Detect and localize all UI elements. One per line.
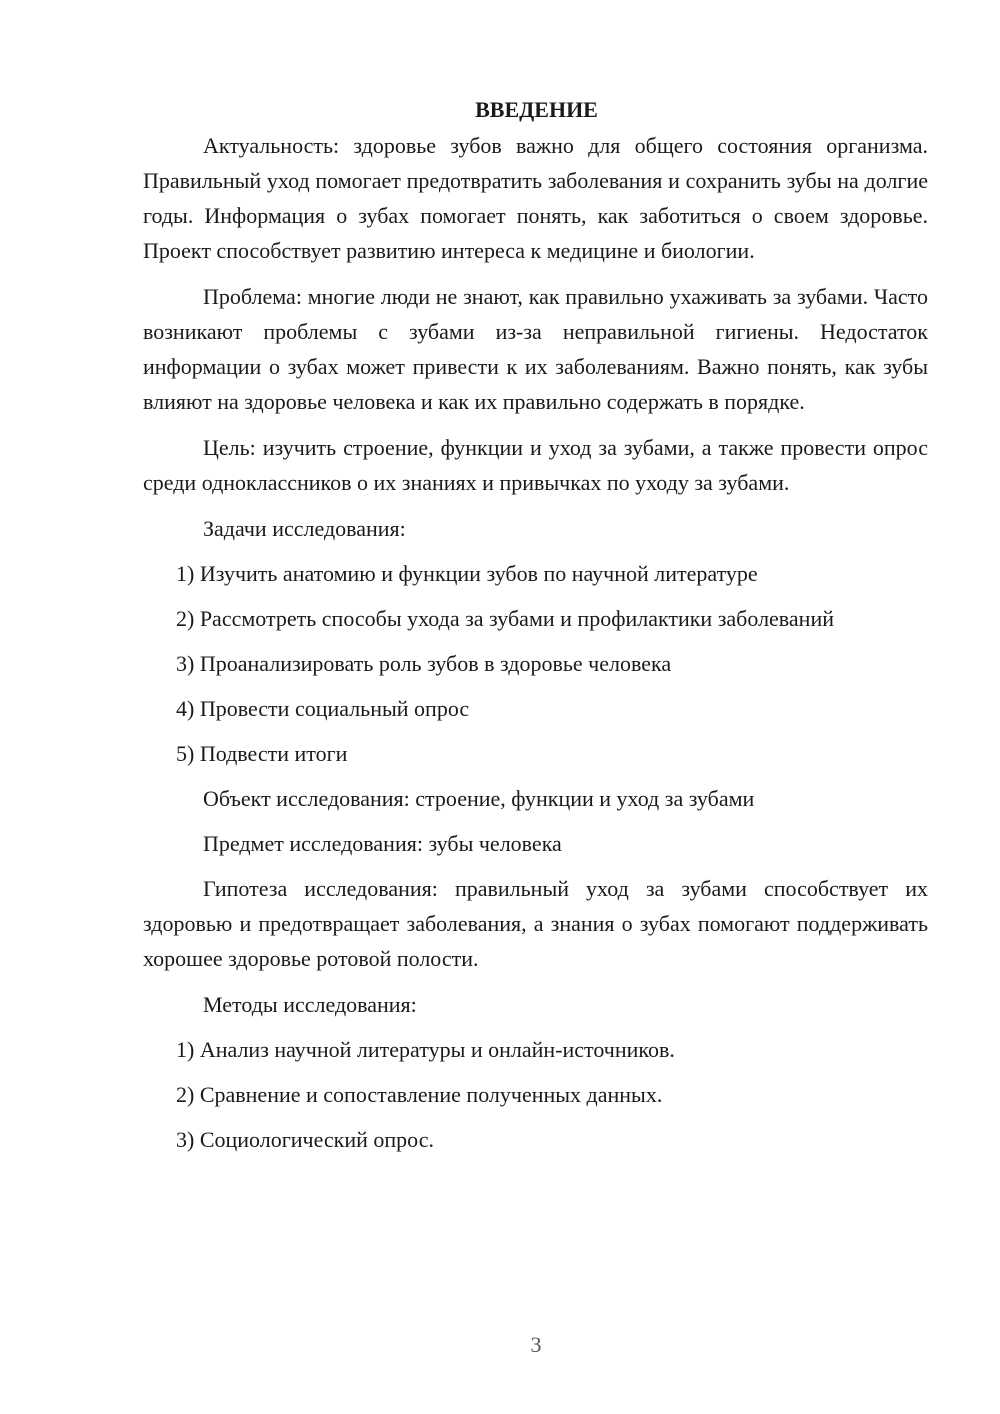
section-title: ВВЕДЕНИЕ: [475, 97, 598, 122]
problem-paragraph: Проблема: многие люди не знают, как правильно ухаживать за зубами. Часто возникают проблемы с зубами из-за неправильной гигиены. Недостаток информации о зубах может привести к их заболеваниям. Важно понять, как зубы влияют на здоровье человека и как их правильно содержать в порядке.: [143, 284, 928, 414]
methods-heading: Методы исследования:: [203, 992, 417, 1017]
goal-paragraph: Цель: изучить строение, функции и уход за зубами, а также провести опрос среди одноклассников о их знаниях и привычках по уходу за зубами.: [143, 435, 928, 495]
method-item: 1) Анализ научной литературы и онлайн-источников.: [176, 1037, 675, 1062]
object-line: Объект исследования: строение, функции и уход за зубами: [203, 786, 755, 811]
task-item: 5) Подвести итоги: [176, 741, 348, 766]
task-item: 4) Провести социальный опрос: [176, 696, 470, 721]
method-item: 2) Сравнение и сопоставление полученных данных.: [176, 1082, 663, 1107]
task-item: 2) Рассмотреть способы ухода за зубами и профилактики заболеваний: [176, 606, 834, 631]
task-item: 3) Проанализировать роль зубов в здоровье человека: [176, 651, 672, 676]
subject-line: Предмет исследования: зубы человека: [203, 831, 562, 856]
page-number: 3: [530, 1332, 542, 1357]
tasks-heading: Задачи исследования:: [203, 516, 406, 541]
relevance-paragraph: Актуальность: здоровье зубов важно для общего состояния организма. Правильный уход помогает предотвратить заболевания и сохранить зубы на долгие годы. Информация о зубах помогает понять, как заботиться о своем здоровье. Проект способствует развитию интереса к медицине и биологии.: [143, 133, 928, 263]
hypothesis-paragraph: Гипотеза исследования: правильный уход за зубами способствует их здоровью и предотвращает заболевания, а знания о зубах помогают поддерживать хорошее здоровье ротовой полости.: [143, 876, 928, 971]
method-item: 3) Социологический опрос.: [176, 1127, 434, 1152]
task-item: 1) Изучить анатомию и функции зубов по научной литературе: [176, 561, 758, 586]
document-page: [143, 92, 928, 1157]
